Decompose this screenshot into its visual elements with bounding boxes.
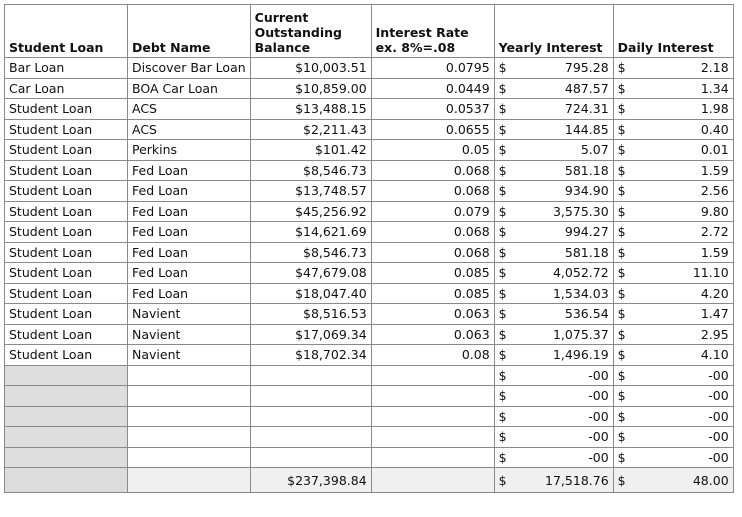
currency-symbol: $ — [617, 101, 626, 117]
currency-symbol: $ — [617, 367, 626, 383]
cell-rate[interactable]: 0.063 — [371, 324, 494, 345]
table-row — [5, 283, 734, 304]
cell-yearly[interactable] — [494, 78, 613, 99]
cell-type[interactable]: Student Loan — [5, 304, 128, 325]
cell-daily-value: 2.95 — [700, 326, 729, 342]
header-yearly[interactable]: Yearly Interest — [494, 5, 613, 58]
cell-debt-name[interactable]: Fed Loan — [128, 222, 251, 243]
currency-symbol: $ — [617, 449, 626, 465]
currency-symbol: $ — [498, 121, 507, 137]
cell-yearly[interactable] — [494, 447, 613, 468]
total-yearly-value: 17,518.76 — [545, 472, 609, 488]
loan-table — [4, 4, 734, 493]
cell-yearly[interactable] — [494, 427, 613, 448]
blank-row — [5, 365, 734, 386]
cell-rate[interactable]: 0.08 — [371, 345, 494, 366]
cell-type[interactable] — [5, 406, 128, 427]
currency-symbol: $ — [617, 347, 626, 363]
cell-daily[interactable] — [613, 222, 733, 243]
cell-debt-name[interactable]: Fed Loan — [128, 242, 251, 263]
cell-balance[interactable]: $8,546.73 — [250, 160, 371, 181]
currency-symbol: $ — [498, 285, 507, 301]
cell-type[interactable]: Student Loan — [5, 99, 128, 120]
cell-balance[interactable] — [250, 447, 371, 468]
currency-symbol: $ — [498, 244, 507, 260]
header-daily[interactable]: Daily Interest — [613, 5, 733, 58]
cell-debt-name[interactable]: Perkins — [128, 140, 251, 161]
cell-type[interactable]: Student Loan — [5, 263, 128, 284]
cell-type[interactable]: Bar Loan — [5, 58, 128, 79]
cell-type[interactable]: Student Loan — [5, 324, 128, 345]
currency-symbol: $ — [617, 408, 626, 424]
cell-rate[interactable]: 0.0537 — [371, 99, 494, 120]
currency-symbol: $ — [498, 306, 507, 322]
blank-row — [5, 386, 734, 407]
cell-yearly[interactable] — [494, 345, 613, 366]
cell-daily-value: 1.34 — [700, 80, 729, 96]
cell-rate[interactable] — [371, 468, 494, 493]
cell-daily[interactable] — [613, 447, 733, 468]
cell-debt-name[interactable] — [128, 406, 251, 427]
cell-yearly-value: -00 — [588, 388, 609, 404]
cell-type[interactable] — [5, 427, 128, 448]
cell-rate[interactable]: 0.068 — [371, 242, 494, 263]
cell-daily[interactable] — [613, 58, 733, 79]
total-yearly[interactable] — [494, 468, 613, 493]
table-row — [5, 181, 734, 202]
cell-daily-value: 0.40 — [700, 121, 729, 137]
cell-debt-name[interactable]: Navient — [128, 345, 251, 366]
cell-yearly-value: -00 — [588, 429, 609, 445]
currency-symbol: $ — [617, 244, 626, 260]
cell-balance[interactable] — [250, 386, 371, 407]
cell-yearly[interactable] — [494, 263, 613, 284]
cell-daily[interactable] — [613, 427, 733, 448]
cell-daily-value: 11.10 — [692, 265, 729, 281]
cell-debt-name[interactable] — [128, 386, 251, 407]
cell-yearly[interactable] — [494, 140, 613, 161]
cell-type[interactable]: Student Loan — [5, 283, 128, 304]
cell-balance[interactable]: $17,069.34 — [250, 324, 371, 345]
cell-yearly[interactable] — [494, 99, 613, 120]
cell-yearly-value: -00 — [588, 367, 609, 383]
header-rate[interactable]: Interest Rate ex. 8%=.08 — [371, 5, 494, 58]
currency-symbol: $ — [498, 408, 507, 424]
cell-yearly[interactable] — [494, 242, 613, 263]
cell-daily-value: 1.59 — [700, 244, 729, 260]
cell-type[interactable] — [5, 386, 128, 407]
cell-yearly[interactable] — [494, 365, 613, 386]
table-row — [5, 140, 734, 161]
cell-daily[interactable] — [613, 386, 733, 407]
cell-debt-name[interactable] — [128, 365, 251, 386]
currency-symbol: $ — [498, 203, 507, 219]
cell-debt-name[interactable] — [128, 447, 251, 468]
cell-daily[interactable] — [613, 304, 733, 325]
table-row — [5, 99, 734, 120]
blank-row — [5, 447, 734, 468]
cell-debt-name[interactable]: ACS — [128, 99, 251, 120]
cell-yearly[interactable] — [494, 304, 613, 325]
cell-yearly-value: 581.18 — [564, 162, 609, 178]
cell-yearly-value: 1,496.19 — [552, 347, 609, 363]
table-row — [5, 242, 734, 263]
table-row — [5, 78, 734, 99]
currency-symbol: $ — [498, 162, 507, 178]
cell-balance[interactable] — [250, 427, 371, 448]
currency-symbol: $ — [498, 449, 507, 465]
cell-daily-value: -00 — [708, 388, 729, 404]
currency-symbol: $ — [617, 183, 626, 199]
cell-daily-value: -00 — [708, 367, 729, 383]
cell-rate[interactable]: 0.063 — [371, 304, 494, 325]
cell-type[interactable]: Car Loan — [5, 78, 128, 99]
currency-symbol: $ — [617, 60, 626, 76]
currency-symbol: $ — [498, 388, 507, 404]
cell-yearly[interactable] — [494, 201, 613, 222]
cell-debt-name[interactable] — [128, 427, 251, 448]
cell-debt-name[interactable] — [128, 468, 251, 493]
cell-daily[interactable] — [613, 181, 733, 202]
cell-daily-value: 0.01 — [700, 142, 729, 158]
currency-symbol: $ — [498, 265, 507, 281]
cell-daily-value: -00 — [708, 429, 729, 445]
cell-balance[interactable]: $13,748.57 — [250, 181, 371, 202]
header-debt-name[interactable]: Debt Name — [128, 5, 251, 58]
cell-daily[interactable] — [613, 201, 733, 222]
cell-daily-value: 2.72 — [700, 224, 729, 240]
currency-symbol: $ — [498, 224, 507, 240]
cell-yearly-value: -00 — [588, 408, 609, 424]
cell-yearly-value: 4,052.72 — [552, 265, 609, 281]
cell-yearly-value: 3,575.30 — [552, 203, 609, 219]
currency-symbol: $ — [617, 142, 626, 158]
total-balance[interactable]: $237,398.84 — [250, 468, 371, 493]
cell-balance[interactable]: $14,621.69 — [250, 222, 371, 243]
currency-symbol: $ — [498, 101, 507, 117]
cell-daily[interactable] — [613, 78, 733, 99]
cell-yearly[interactable] — [494, 119, 613, 140]
cell-type[interactable] — [5, 365, 128, 386]
cell-debt-name[interactable]: Navient — [128, 304, 251, 325]
header-type[interactable]: Student Loan — [5, 5, 128, 58]
table-row — [5, 345, 734, 366]
currency-symbol: $ — [617, 265, 626, 281]
cell-yearly[interactable] — [494, 406, 613, 427]
currency-symbol: $ — [498, 142, 507, 158]
cell-yearly[interactable] — [494, 58, 613, 79]
currency-symbol: $ — [498, 183, 507, 199]
cell-yearly-value: 581.18 — [564, 244, 609, 260]
cell-daily-value: 4.20 — [700, 285, 729, 301]
currency-symbol: $ — [617, 429, 626, 445]
currency-symbol: $ — [617, 388, 626, 404]
blank-row — [5, 427, 734, 448]
header-balance[interactable]: Current Outstanding Balance — [250, 5, 371, 58]
cell-yearly-value: -00 — [588, 449, 609, 465]
currency-symbol: $ — [498, 60, 507, 76]
cell-rate[interactable] — [371, 365, 494, 386]
cell-yearly-value: 536.54 — [564, 306, 609, 322]
cell-daily-value: 9.80 — [700, 203, 729, 219]
currency-symbol: $ — [617, 203, 626, 219]
cell-yearly-value: 5.07 — [580, 142, 609, 158]
cell-debt-name[interactable]: Fed Loan — [128, 263, 251, 284]
total-daily[interactable] — [613, 468, 733, 493]
cell-daily-value: 4.10 — [700, 347, 729, 363]
cell-daily[interactable] — [613, 140, 733, 161]
cell-yearly-value: 934.90 — [564, 183, 609, 199]
cell-balance[interactable]: $8,546.73 — [250, 242, 371, 263]
cell-daily-value: 2.18 — [700, 60, 729, 76]
cell-type[interactable] — [5, 447, 128, 468]
cell-daily[interactable] — [613, 119, 733, 140]
currency-symbol: $ — [617, 162, 626, 178]
cell-rate[interactable] — [371, 386, 494, 407]
cell-daily[interactable] — [613, 99, 733, 120]
table-row — [5, 222, 734, 243]
cell-daily-value: 1.47 — [700, 306, 729, 322]
cell-daily[interactable] — [613, 406, 733, 427]
cell-balance[interactable]: $18,702.34 — [250, 345, 371, 366]
cell-yearly-value: 724.31 — [564, 101, 609, 117]
cell-yearly-value: 1,075.37 — [552, 326, 609, 342]
cell-yearly-value: 487.57 — [564, 80, 609, 96]
cell-yearly[interactable] — [494, 160, 613, 181]
currency-symbol: $ — [617, 306, 626, 322]
cell-type[interactable]: Student Loan — [5, 345, 128, 366]
totals-row — [5, 468, 734, 493]
cell-yearly[interactable] — [494, 324, 613, 345]
currency-symbol: $ — [617, 472, 626, 488]
currency-symbol: $ — [617, 326, 626, 342]
cell-daily-value: -00 — [708, 408, 729, 424]
currency-symbol: $ — [617, 80, 626, 96]
cell-rate[interactable]: 0.068 — [371, 222, 494, 243]
cell-daily[interactable] — [613, 345, 733, 366]
cell-daily-value: 2.56 — [700, 183, 729, 199]
cell-debt-name[interactable]: Fed Loan — [128, 201, 251, 222]
cell-balance[interactable]: $18,047.40 — [250, 283, 371, 304]
cell-balance[interactable]: $2,211.43 — [250, 119, 371, 140]
cell-type[interactable]: Student Loan — [5, 160, 128, 181]
currency-symbol: $ — [498, 80, 507, 96]
spreadsheet — [4, 4, 734, 493]
cell-debt-name[interactable]: Fed Loan — [128, 181, 251, 202]
cell-rate[interactable]: 0.0449 — [371, 78, 494, 99]
currency-symbol: $ — [617, 224, 626, 240]
cell-rate[interactable]: 0.0655 — [371, 119, 494, 140]
cell-rate[interactable] — [371, 406, 494, 427]
table-row — [5, 58, 734, 79]
cell-debt-name[interactable]: BOA Car Loan — [128, 78, 251, 99]
cell-debt-name[interactable]: Navient — [128, 324, 251, 345]
cell-yearly-value: 1,534.03 — [552, 285, 609, 301]
cell-rate[interactable] — [371, 447, 494, 468]
cell-type[interactable]: Student Loan — [5, 140, 128, 161]
total-daily-value: 48.00 — [692, 472, 729, 488]
cell-rate[interactable]: 0.0795 — [371, 58, 494, 79]
header-row — [5, 5, 734, 58]
cell-daily-value: -00 — [708, 449, 729, 465]
cell-yearly-value: 144.85 — [564, 121, 609, 137]
cell-balance[interactable]: $13,488.15 — [250, 99, 371, 120]
cell-rate[interactable]: 0.068 — [371, 181, 494, 202]
cell-debt-name[interactable]: Discover Bar Loan — [128, 58, 251, 79]
cell-debt-name[interactable]: Fed Loan — [128, 283, 251, 304]
currency-symbol: $ — [617, 121, 626, 137]
currency-symbol: $ — [498, 429, 507, 445]
currency-symbol: $ — [617, 285, 626, 301]
cell-rate[interactable]: 0.085 — [371, 263, 494, 284]
cell-balance[interactable] — [250, 406, 371, 427]
cell-yearly[interactable] — [494, 222, 613, 243]
cell-type[interactable]: Student Loan — [5, 119, 128, 140]
currency-symbol: $ — [498, 367, 507, 383]
cell-balance[interactable]: $8,516.53 — [250, 304, 371, 325]
cell-daily[interactable] — [613, 283, 733, 304]
currency-symbol: $ — [498, 326, 507, 342]
cell-balance[interactable]: $101.42 — [250, 140, 371, 161]
cell-yearly-value: 795.28 — [564, 60, 609, 76]
cell-daily-value: 1.98 — [700, 101, 729, 117]
table-row — [5, 304, 734, 325]
table-row — [5, 263, 734, 284]
cell-balance[interactable]: $45,256.92 — [250, 201, 371, 222]
cell-rate[interactable]: 0.079 — [371, 201, 494, 222]
cell-yearly[interactable] — [494, 386, 613, 407]
cell-type[interactable]: Student Loan — [5, 242, 128, 263]
cell-daily[interactable] — [613, 263, 733, 284]
cell-daily-value: 1.59 — [700, 162, 729, 178]
cell-daily[interactable] — [613, 324, 733, 345]
cell-rate[interactable]: 0.05 — [371, 140, 494, 161]
currency-symbol: $ — [498, 472, 507, 488]
cell-balance[interactable]: $47,679.08 — [250, 263, 371, 284]
cell-type[interactable]: Student Loan — [5, 181, 128, 202]
blank-row — [5, 406, 734, 427]
table-row — [5, 324, 734, 345]
table-row — [5, 201, 734, 222]
currency-symbol: $ — [498, 347, 507, 363]
cell-balance[interactable]: $10,003.51 — [250, 58, 371, 79]
cell-balance[interactable] — [250, 365, 371, 386]
cell-daily[interactable] — [613, 160, 733, 181]
cell-type[interactable]: Student Loan — [5, 222, 128, 243]
cell-rate[interactable]: 0.068 — [371, 160, 494, 181]
cell-debt-name[interactable]: Fed Loan — [128, 160, 251, 181]
cell-daily[interactable] — [613, 365, 733, 386]
cell-yearly-value: 994.27 — [564, 224, 609, 240]
cell-rate[interactable]: 0.085 — [371, 283, 494, 304]
cell-balance[interactable]: $10,859.00 — [250, 78, 371, 99]
cell-type[interactable] — [5, 468, 128, 493]
cell-yearly[interactable] — [494, 283, 613, 304]
table-row — [5, 119, 734, 140]
cell-yearly[interactable] — [494, 181, 613, 202]
cell-debt-name[interactable]: ACS — [128, 119, 251, 140]
cell-daily[interactable] — [613, 242, 733, 263]
cell-rate[interactable] — [371, 427, 494, 448]
table-row — [5, 160, 734, 181]
cell-type[interactable]: Student Loan — [5, 201, 128, 222]
